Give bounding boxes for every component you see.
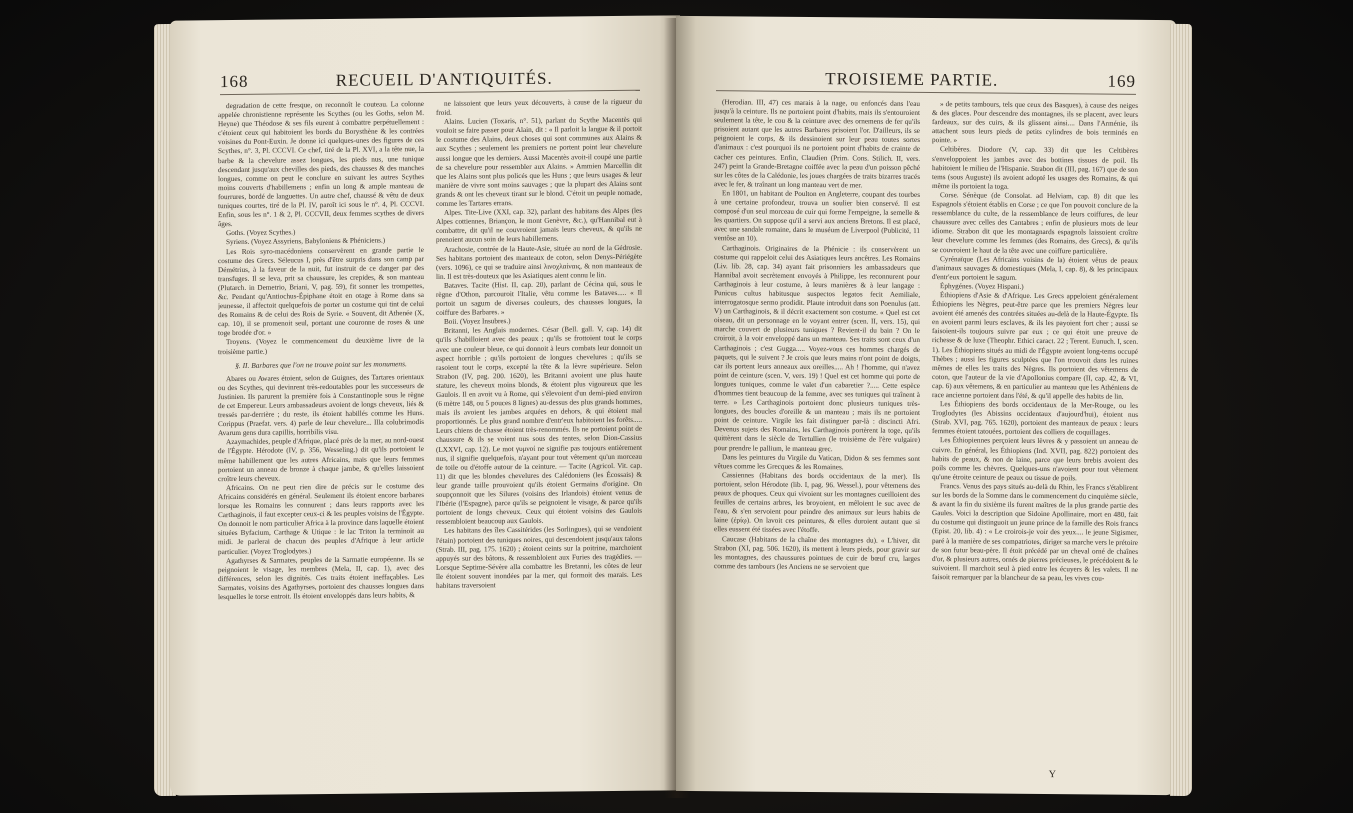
left-running-head bbox=[220, 68, 640, 92]
paragraph: En 1801, un habitant de Poulton en Angleterre, coupant des tourbes à une certaine profondeur, trouva un soulier bien conservé. Il est composé d'un seul morceau de cuir qui forme l'empeigne, la semelle & les quartiers. On suppose qu'il a servi aux anciens Bretons. Il est placé, avec une sandale romaine, dans le muséum de Liverpool (Publicité, 11 ventôse an 10). bbox=[714, 189, 920, 243]
paragraph: (Herodian. III, 47) ces marais à la nage, ou enfoncés dans l'eau jusqu'à la ceinture. Ils ne portoient point d'habits, mais ils s'entouroient seulement la tête, le cou & la ceinture avec des ornemens de fer qu'ils prisoient autant que les autres Barbares prisoient l'or. D'ailleurs, ils se peignoient le corps, & ils dessinoient sur leur peau toutes sortes d'animaux : c'est pourquoi ils ne portoient point d'habits de crainte de cacher ces peintures. Enfin, Claudien (Prim. Cons. Stilich. II, vers. 247) peint la Grande-Bretagne coiffée avec la peau d'un poisson pêché sur les côtes de la Calédonie, les joues chargées de traits bizarres tracés avec le fer, & traînant un long manteau vert de mer. bbox=[714, 98, 920, 190]
paragraph: Arachosie, contrée de la Haute-Asie, située au nord de la Gédrosie. Ses habitans portoient des manteaux de coton, selon Denys-Périégète (vers. 1096), ce qui se traduire ainsi λινοχλαίναις, & non manteaux de lin. Il est très-douteux que les Asiatiques aient connu le lin. bbox=[436, 243, 642, 281]
open-book bbox=[170, 18, 1210, 808]
paragraph: Celtibères. Diodore (V, cap. 33) dit que les Celtibères s'enveloppoient les jambes avec des bottines tissues de poil. Ils habitoient le milieu de l'Hispanie. Strabon dit (III, pag. 167) que de son tems (sous Auguste) ils avoient adopté les usages des Romains, & qui même ils portoient la toga. bbox=[932, 145, 1138, 191]
right-running-title: TROISIEME PARTIE. bbox=[825, 69, 999, 90]
right-column-1 bbox=[714, 98, 920, 760]
paragraph: Les Éthiopiennes perçoient leurs lèvres & y passoient un anneau de cuivre. En général, les Éthiopiens (Ind. XVII, pag. 822) portoient des habits de peaux, & non de laine, parce que leurs brebis avoient des poils comme les chèvres. Quelques-uns n'avoient pour tout vêtement qu'une étroite ceinture de peaux ou tissue de poils. bbox=[932, 436, 1138, 483]
paragraph: Caucase (Habitans de la chaîne des montagnes du). « L'hiver, dit Strabon (XI, pag. 506. 1620), ils mettent à leurs pieds, pour gravir sur les montagnes, des chaussures pointues de cuir de bœuf cru, larges comme des tambours (les Anciens ne se servoient que bbox=[714, 534, 920, 572]
page-edge-right bbox=[1170, 24, 1192, 796]
paragraph: Alains. Lucien (Toxaris, n°. 51), parlant du Scythe Macentès qui vouloit se faire passer pour Alain, dit : « Il parloit la langue & il portoit le costume des Alains, deux choses qui sont communes aux Alains & aux Scythes ; seulement les premiers ne portent point leur chevelure aussi longue que les derniers. Aussi Macentès avoit-il coupé une partie de sa chevelure pour ressembler aux Alains. » Ammien Marcellin dit que les Alains sont plus policés que les Huns ; que leurs usages & leur manière de vivre sont moins sauvages ; que la plupart des Alains sont grands & ont les cheveux tirant sur le blond. C'étoit un peuple nomade, comme les Tartares errans. bbox=[436, 115, 642, 208]
right-running-head bbox=[716, 68, 1136, 92]
paragraph: Éphygénes. (Voyez Hispani.) bbox=[940, 281, 1024, 291]
paragraph: Francs. Venus des pays situés au-delà du Rhin, les Francs s'établirent sur les bords de la Somme dans le commencement du cinquième siècle, & avant la fin du sixième ils furent maîtres de la plus grande partie des Gaules. Voici la description que Sidoine Apollinaire, mort en 480, fait du costume qui distinguoit un jeune prince de la famille des Rois francs (Epist. 20, lib. 4) : « Le croirois-je voir des yeux.... le jeune Sigismer, paré à la manière de ses compatriotes, diriger sa marche vers le prétoire de son futur beau-père. Il étoit précédé par un cheval orné de chaînes d'or, & plusieurs autres, ornés de pierres précieuses, le précédoient & le suivoient. Il marchoit seul à pied entre les écuyers & les valets. Il ne faisoit remarquer par la blancheur de sa peau, les vives cou- bbox=[932, 482, 1138, 583]
paragraph: Britanni, les Anglais modernes. César (Bell. gall. V, cap. 14) dit qu'ils s'habilloient avec des peaux ; qu'ils se frottoient tout le corps avec une couleur bleue, ce qui donnoit à leurs combats leur donnoit un aspect horrible ; qu'ils portoient de longues chevelures ; qu'ils se rasoient tout le corps, excepté la tête & la lèvre supérieure. Selon Strabon (IV, pag. 200. 1620), les Britanni avoient une plus haute stature, les cheveux moins blonds, & étoient plus vigoureux que les Gaulois. Il en avoit vu à Rome, qui s'élevoient d'un demi-pied environ (6 mètre 148, ou 5 pouces 8 lignes) au-dessus des plus grands hommes, mais ils avoient les jambes arquées en dehors, & qui étoient mal proportionnés. Le plus grand nombre d'entr'eux habitoient les forêts..... Leurs chiens de chasse étoient très-renommés. Ils ne portoient point de chaussure & ils se voient nus sous des tentes, selon Dion-Cassius (LXXVI, cap. 12). Le mot γυμνοί ne signifie pas toujours entièrement nus, il signifie quelquefois, n'ayant pour tout vêtement qu'un morceau de toile ou d'étoffe autour de la ceinture. — Tacite (Agricol. Vit. cap. 11) dit que les blondes chevelures des Calédoniens (les Écossais) & leur grande taille prouvoient qu'ils étoient Germains d'origine. On soupçonnoit que les Silures (voisins des Irlandois) étoient venus de l'Ibérie (l'Espagne), parce qu'ils se peignoient le visage, & parce qu'ils portoient de longs cheveux. Ceux qui étoient voisins des Gaulois ressembloient beaucoup aux Gaulois. bbox=[436, 325, 642, 527]
paragraph: §. II. Barbares que l'on ne trouve point sur les monumens. bbox=[235, 358, 407, 370]
paragraph: Les habitans des îles Cassitérides (les Sorlingues), qui se vendoient l'étain) portoient des tuniques noires, qui descendoient jusqu'aux talons (Strab. III, pag. 175. 1620) ; étoient ceints sur la poitrine, marchoient appuyés sur des bâtons, & ressembloient aux Furies des tragédies. — Lorsque Septime-Sévère alla combattre les Bretanni, les côtes de leur île étoient souvent inondées par la mer, qui formoit des marais. Les habitans traversoient bbox=[436, 525, 642, 590]
paragraph: Alpes. Tite-Live (XXI, cap. 32), parlant des habitans des Alpes (les Alpes cottiennes, Briançon, le mont Genèvre, &c.), qu'Hannibal eut à combattre, dit qu'il ne couvroient jamais leurs cheveux, & qu'ils ne prenoient aucun soin de leurs habillemens. bbox=[436, 206, 642, 245]
paragraph: Éthiopiens d'Asie & d'Afrique. Les Grecs appeloient généralement Éthiopiens les Nègres, peut-être parce que les premiers Nègres leur avoient été amenés des contrées situées au-delà de la Haute-Égypte. Ils en avoient parmi leurs esclaves, & ils les payoient fort cher ; aussi se faisoient-ils toujours suivre par eux ; ce qui étoit une preuve de richesse & de luxe (Theophr. Ethici caract. 22 ; Terent. Eunuch. I, scen. 1). Les Éthiopiens situés au midi de l'Égypte avoient long-tems occupé Thèbes ; aussi les figures sculptées que l'on trouvoit dans les ruines mêmes de elles les traits des Nègres. Ils portoient des vêtemens de coton, que l'auteur de la vie d'Apollonius compare (II, cap. 42, & VI, cap. 6) aux vêtemens, & en particulier au manteau que les Athéniens de race ancienne portoient dans l'été, & qu'il appelle des habits de lin. bbox=[932, 291, 1138, 401]
left-column-2 bbox=[436, 98, 642, 760]
paragraph: Africains. On ne peut rien dire de précis sur le costume des Africains considérés en général. Seulement ils étoient encore barbares lorsque les Romains les connurent ; dans leurs rapports avec les Carthaginois, il faut excepter ceux-ci & les peuples voisins de l'Égypte. On donnoit le nom particulier Africa à la province dans laquelle étoient situées Byfacium, Carthage & Utique : le lac Triton la terminoit au midi. Je parlerai de chacun des peuples d'Afrique à leur article particulier. (Voyez Troglodytes.) bbox=[218, 481, 424, 556]
left-page bbox=[170, 15, 680, 795]
paragraph: Cassiennes (Habitans des bords occidentaux de la mer). Ils portoient, selon Hérodote (lib. I, pag. 96. Wessel.), pour vêtemens des peaux de phoques. Ceux qui vivoient sur les montagnes cueilloient des feuilles de certains arbres, les broyoient, en mêloient le suc avec de l'eau, & s'en servoient pour peindre des animaux sur leurs habits de laine (ἐρίῳ). On lavoit ces peintures, & elles duroient autant que si elles eussent été tissées avec l'étoffe. bbox=[714, 471, 920, 535]
signature-mark: Y bbox=[1048, 769, 1056, 781]
paragraph: Carthaginois. Originaires de la Phénicie : ils conservèrent un costume qui rappeloit celui des Asiatiques leurs ancêtres. Les Romains (Liv. lib. 28, cap. 34) ayant fait prisonniers les ambassadeurs que Hannibal avoit secrètement envoyés à Philippe, les reconnurent pour Carthaginois à leur costume, à leurs manières & à leur langage : Punicus cultus habitusque suspectos legatos fecit Aemiliale, interrogatosque sermo prodidit. Plaute introduit dans son Poenulus (att. V) un Carthaginois, & il décrit exactement son costume. « Quel est cet oiseau, dit un personnage en le voyant entrer (scen. II, vers. 15), qui marche couvert de plusieurs tuniques ? Revient-il du bain ? On le croiroit, à la voir enveloppé dans un manteau. Ses traits sont ceux d'un Carthaginois ; c'est Gugga..... Voyez-vous ces hommes chargés de paquets, qui le suivent ? Je crois que leurs mains n'ont point de doigts, car ils portent leurs anneaux aux oreilles..... Ah ! l'homme, qui n'avez point de ceinture (scen. V, vers. 19) ! Quel est cet homme qui porte de longues tuniques, comme le valet d'un cabaretier ?..... Cette espèce d'hommes tient beaucoup de la femme, avec ses tuniques qui traînent à terre. » Les Carthaginois portoient donc plusieurs tuniques très-longues, des boucles d'oreille & un manteau ; mais ils ne portoient point de ceinture. Virgile les fait distinguer par-là : discincti Afri. Devenus sujets des Romains, les Carthaginois portèrent la toge, qu'ils quittèrent dans le siècle de Tertullien (le troisième de l'ère vulgaire) pour prendre le pallium, le manteau grec. bbox=[714, 243, 920, 453]
paragraph: Bataves. Tacite (Hist. II, cap. 20), parlant de Cécina qui, sous le règne d'Othon, parcouroit l'Italie, vêtu comme les Bataves..... « Il portoit un sagum de diverses couleurs, des chausses longues, la coiffure des Barbares. » bbox=[436, 279, 642, 318]
paragraph: Cyrénaïque (Les Africains voisins de la) étoient vêtus de peaux d'animaux sauvages & domestiques (Mela, I, cap. 8), & les principaux d'entr'eux portoient le sagum. bbox=[932, 254, 1138, 282]
right-page-number: 169 bbox=[1107, 71, 1136, 91]
paragraph: Azaymachides, peuple d'Afrique, placé près de la mer, au nord-ouest de l'Égypte. Hérodote (IV, p. 356, Wesseling.) dit qu'ils portoient le même habillement que les autres Africains, mais que leurs femmes portoient un anneau de bronze à chaque jambe, & qu'elles laissoient croître leurs cheveux. bbox=[218, 436, 424, 483]
paragraph: Corse. Sénèque (de Consolat. ad Helviam, cap. 8) dit que les Espagnols s'étoient établis en Corse ; ce que l'on pouvoit conclure de la ressemblance du culte, de la ressemblance de leurs coiffures, de leur chaussure avec celles des Cantabres ; enfin de plusieurs mots de leur idiome. Strabon dit que les montagnards espagnols laissoient croître leur chevelure comme les femmes (des Romains, des Grecs), & qu'ils se couvroient le haut de la tête avec une coiffure particulière. bbox=[932, 191, 1138, 256]
left-running-title: RECUEIL D'ANTIQUITÉS. bbox=[335, 68, 553, 90]
left-page-number: 168 bbox=[220, 71, 249, 92]
paragraph: Agathyrses & Sarmates, peuples de la Sarmatie européenne. Ils se peignoient le visage, les membres (Mela, II, cap. 1), avec des différences, selon les dignités. Ces traits étoient ineffaçables. Les Sarmates, voisins des Agathyrses, portoient des chausses longues dans lesquelles le torse entroit. Ils étoient enveloppés dans leurs habits, & bbox=[218, 554, 424, 602]
paragraph: ne laissoient que leurs yeux découverts, à cause de la rigueur du froid. bbox=[436, 97, 642, 117]
paragraph: » de petits tambours, tels que ceux des Basques), à cause des neiges & des glaces. Pour descendre des montagnes, ils se placent, avec leurs fardeaux, sur des cuirs, & ils glissent ainsi.... Dans l'Arménie, ils attachent sous leurs pieds de petits cylindres de bois terminés en pointe. » bbox=[932, 100, 1138, 145]
paragraph: Goths. (Voyez Scythes.) bbox=[226, 228, 296, 238]
paragraph: Dans les peintures du Virgile du Vatican, Didon & ses femmes sont vêtues comme les Grecques & les Romaines. bbox=[714, 452, 920, 472]
left-column-1 bbox=[218, 100, 424, 762]
paragraph: Troyens. (Voyez le commencement du deuxième livre de la troisième partie.) bbox=[218, 336, 424, 356]
paragraph: Les Rois syro-macédoniens conservèrent en grande partie le costume des Grecs. Séleucus I, près d'être surpris dans son camp par Démétrius, à la faveur de la nuit, fut instruit de ce danger par des transfuges. Il se leva, prit sa chaussure, les crepides, & son manteau (Plutarch. in Demetrio, Briani, V, pag. 59), fit sonner les trompettes, &c. Pendant qu'Antiochus-Épiphane étoit en otage à Rome dans sa jeunesse, il affectoit quelquefois de porter un costume qui tint de celui des Romains & de celui des Rois de Syrie. « Souvent, dit Athenée (X, cap. 10), il se promenoit seul, portant une couronne de roses & une toge brodée d'or. » bbox=[218, 245, 424, 338]
paragraph: Syriens. (Voyez Assyriens, Babyloniens & Phéniciens.) bbox=[226, 236, 386, 247]
paragraph: Les Éthiopiens des bords occidentaux de la Mer-Rouge, ou les Troglodytes (les Abissins occidentaux d'aujourd'hui), étoient nus (Strab. XVI, pag. 765. 1620), portoient des manteaux de peaux : leurs femmes étoient tatouées, portoient des colliers de coquillages. bbox=[932, 400, 1138, 437]
right-columns bbox=[714, 98, 1138, 762]
paragraph: Abares ou Awares étoient, selon de Guignes, des Tartares orientaux ou des Scythes, qui devinrent très-redoutables pour les successeurs de Justinien. Ils parurent la première fois à Constantinople sous le règne de cet Empereur. Leurs ambassadeurs avoient de longs cheveux, liés & tressés par-derrière ; du reste, ils étoient habillés comme les Huns. Corippus (Praefat. vers. 4) parle de leur chevelure... Illa colubrimodis Avarum gens dura capillis, horribilis visu. bbox=[218, 372, 424, 438]
paragraph: degradation de cette fresque, on reconnoît le couteau. La colonne appelée chronistienne représente les Scythes (ou les Goths, selon M. Heyne) que Théodose & ses fils eurent à combattre perpétuellement : c'étoient ceux qui habitoient les bords du Borysthène & les contrées voisines du Pont-Euxin. Je donne ici quelques-unes des figures de ces Scythes, n°. 3, Pl. CCCVI. Ce chef, tiré de la Pl. XVI, a la tête nue, la barbe & la chevelure assez longues, les pieds nus, une tunique descendant jusqu'aux chevilles des pieds, des chausses & des manches longues, comme on peut le conclure en suivant les autres Scythes moins couverts d'habillemens ; enfin un long & ample manteau de fourrures, bordé de languettes. Un autre chef, chaussé & vêtu de deux tuniques courtes, tiré de la Pl. IV, paroît ici sous le n°. 4, Pl. CCCVI. Enfin, sous les n°. 1 & 2, Pl. CCCVII, deux femmes scythes de divers âges. bbox=[218, 100, 424, 229]
right-column-2 bbox=[932, 100, 1138, 762]
paragraph: Boii. (Voyez Insubres.) bbox=[444, 317, 511, 327]
left-columns bbox=[218, 98, 642, 762]
right-page bbox=[676, 16, 1176, 795]
